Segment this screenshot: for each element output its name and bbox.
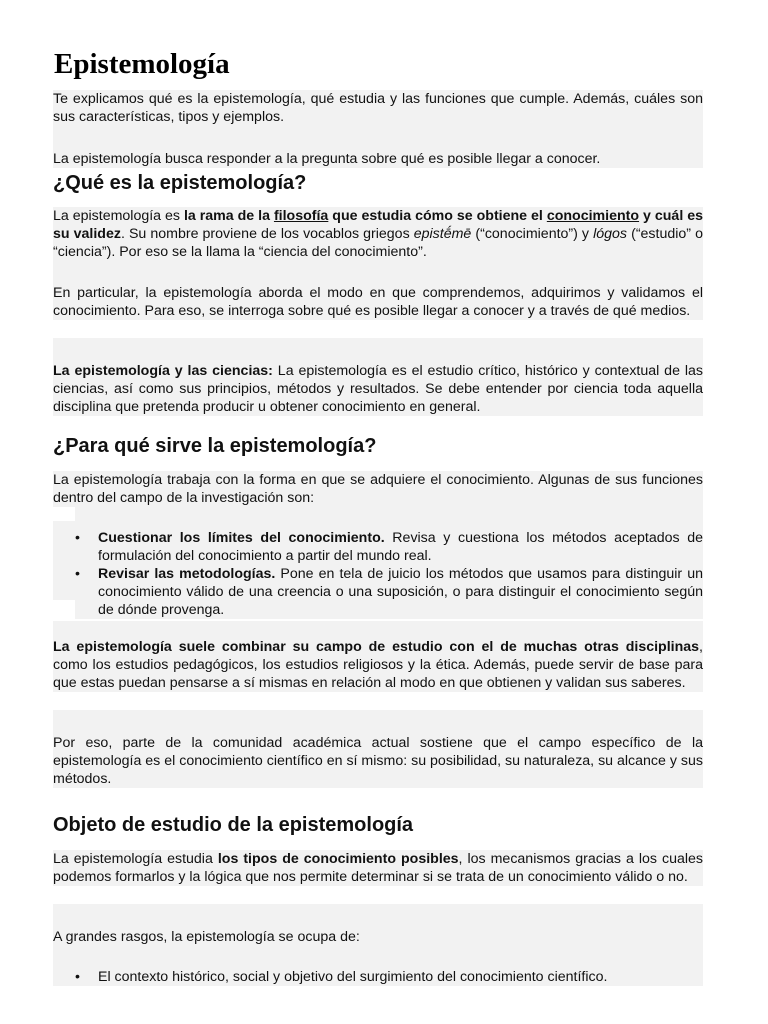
conocimiento-link[interactable]: conocimiento — [546, 208, 640, 224]
s2-paragraph-1: La epistemología trabaja con la forma en que se adquiere el conocimiento. Algunas de sus funciones dentro del campo de la investigación son: — [53, 472, 703, 506]
s2-paragraph-2 — [53, 638, 703, 692]
bullet-icon: • — [75, 969, 80, 985]
list-item-bold: Revisar las metodologías. — [98, 566, 276, 582]
s1-p1-bold-3: y cuál es su validez — [53, 208, 703, 242]
list-item — [53, 565, 703, 619]
list-margin-gap — [53, 600, 75, 621]
s1-paragraph-3 — [53, 362, 703, 416]
s1-p1-bold-1: la rama de la — [183, 208, 274, 224]
section-heading-que-es: ¿Qué es la epistemología? — [53, 172, 307, 194]
s3-p1-bold: los tipos de conocimiento posibles — [217, 851, 459, 867]
s1-p3-bold: La epistemología y las ciencias: — [53, 363, 273, 379]
paragraph-spacer — [53, 621, 703, 638]
bullet-icon: • — [75, 566, 80, 582]
intro-paragraph-1: Te explicamos qué es la epistemología, qué estudia y las funciones que cumple. Además, cuáles son sus características, tipos y ejemplos. — [53, 91, 703, 125]
s1-paragraph-2: En particular, la epistemología aborda el modo en que comprendemos, adquirimos y validamos el conocimiento. Para eso, se interroga sobre qué es posible llegar a conocer y a través de qué medios. — [53, 285, 703, 319]
list-item-text: El contexto histórico, social y objetivo del surgimiento del conocimiento científico. — [98, 969, 608, 985]
s1-p1-text-3: (“conocimiento”) y — [471, 226, 594, 242]
s3-list — [53, 968, 703, 986]
s2-paragraph-3: Por eso, parte de la comunidad académica actual sostiene que el campo específico de la epistemología es el conocimiento científico en sí mismo: su posibilidad, su naturaleza, su alcance y sus métodos. — [53, 735, 703, 787]
page-title: Epistemología — [54, 48, 230, 80]
section-heading-para-que-sirve: ¿Para qué sirve la epistemología? — [53, 435, 377, 457]
s1-paragraph-1 — [53, 207, 703, 261]
s1-p1-italic-1: epistḗmē — [413, 226, 472, 242]
paragraph-spacer — [53, 946, 703, 968]
s3-p1-text-2: , los mecanismos gracias a los cuales podemos formarlos y la lógica que nos permite determinar si se trata de un conocimiento válido o no. — [53, 851, 703, 885]
s2-p2-bold: La epistemología suele combinar su campo de estudio con el de muchas otras disciplinas — [53, 639, 700, 655]
paragraph-spacer — [53, 710, 703, 734]
section-heading-objeto: Objeto de estudio de la epistemología — [53, 814, 414, 836]
list-item-text: Pone en tela de juicio los métodos que usamos para distinguir un conocimiento válido de una creencia o una suposición, o para distinguir el conocimiento según de dónde provenga. — [98, 566, 704, 618]
filosofia-link[interactable]: filosofía — [273, 208, 329, 224]
paragraph-spacer — [53, 904, 703, 928]
s1-p1-italic-2: lógos — [593, 226, 628, 242]
s1-p1-bold-2: que estudia cómo se obtiene el — [328, 208, 547, 224]
list-item-bold: Cuestionar los límites del conocimiento. — [98, 530, 385, 546]
paragraph-spacer — [53, 338, 703, 362]
s1-p3-text: La epistemología es el estudio crítico, histórico y contextual de las ciencias, así como sus principios, métodos y resultados. Se debe entender por ciencia toda aquella disciplina que pretenda producir u obtener conocimiento en general. — [53, 363, 704, 415]
s3-paragraph-1 — [53, 850, 703, 886]
s1-p1-text-1: La epistemología es — [53, 208, 184, 224]
s1-p1-text-2: . Su nombre proviene de los vocablos griegos — [120, 226, 414, 242]
s2-functions-list — [53, 529, 703, 619]
list-item-text: Revisa y cuestiona los métodos aceptados de formulación del conocimiento a partir del mundo real. — [98, 530, 703, 564]
paragraph-spacer — [53, 507, 703, 529]
list-item — [53, 529, 703, 565]
paragraph-spacer — [53, 126, 703, 150]
s1-p1-text-4: (“estudio” o “ciencia”). Por eso se la llama la “ciencia del conocimiento”. — [53, 226, 703, 260]
intro-paragraph-2: La epistemología busca responder a la pregunta sobre qué es posible llegar a conocer. — [53, 150, 703, 168]
list-item — [53, 968, 703, 986]
s3-p1-text-1: La epistemología estudia — [53, 851, 218, 867]
paragraph-spacer — [53, 261, 703, 284]
bullet-icon: • — [75, 530, 80, 546]
s3-paragraph-2: A grandes rasgos, la epistemología se ocupa de: — [53, 928, 703, 946]
s2-p2-text: , como los estudios pedagógicos, los estudios religiosos y la ética. Además, puede servir de base para que estas puedan pensarse a sí mismas en relación al modo en que obtienen y validan sus saberes. — [53, 639, 703, 691]
list-margin-gap — [53, 507, 75, 521]
